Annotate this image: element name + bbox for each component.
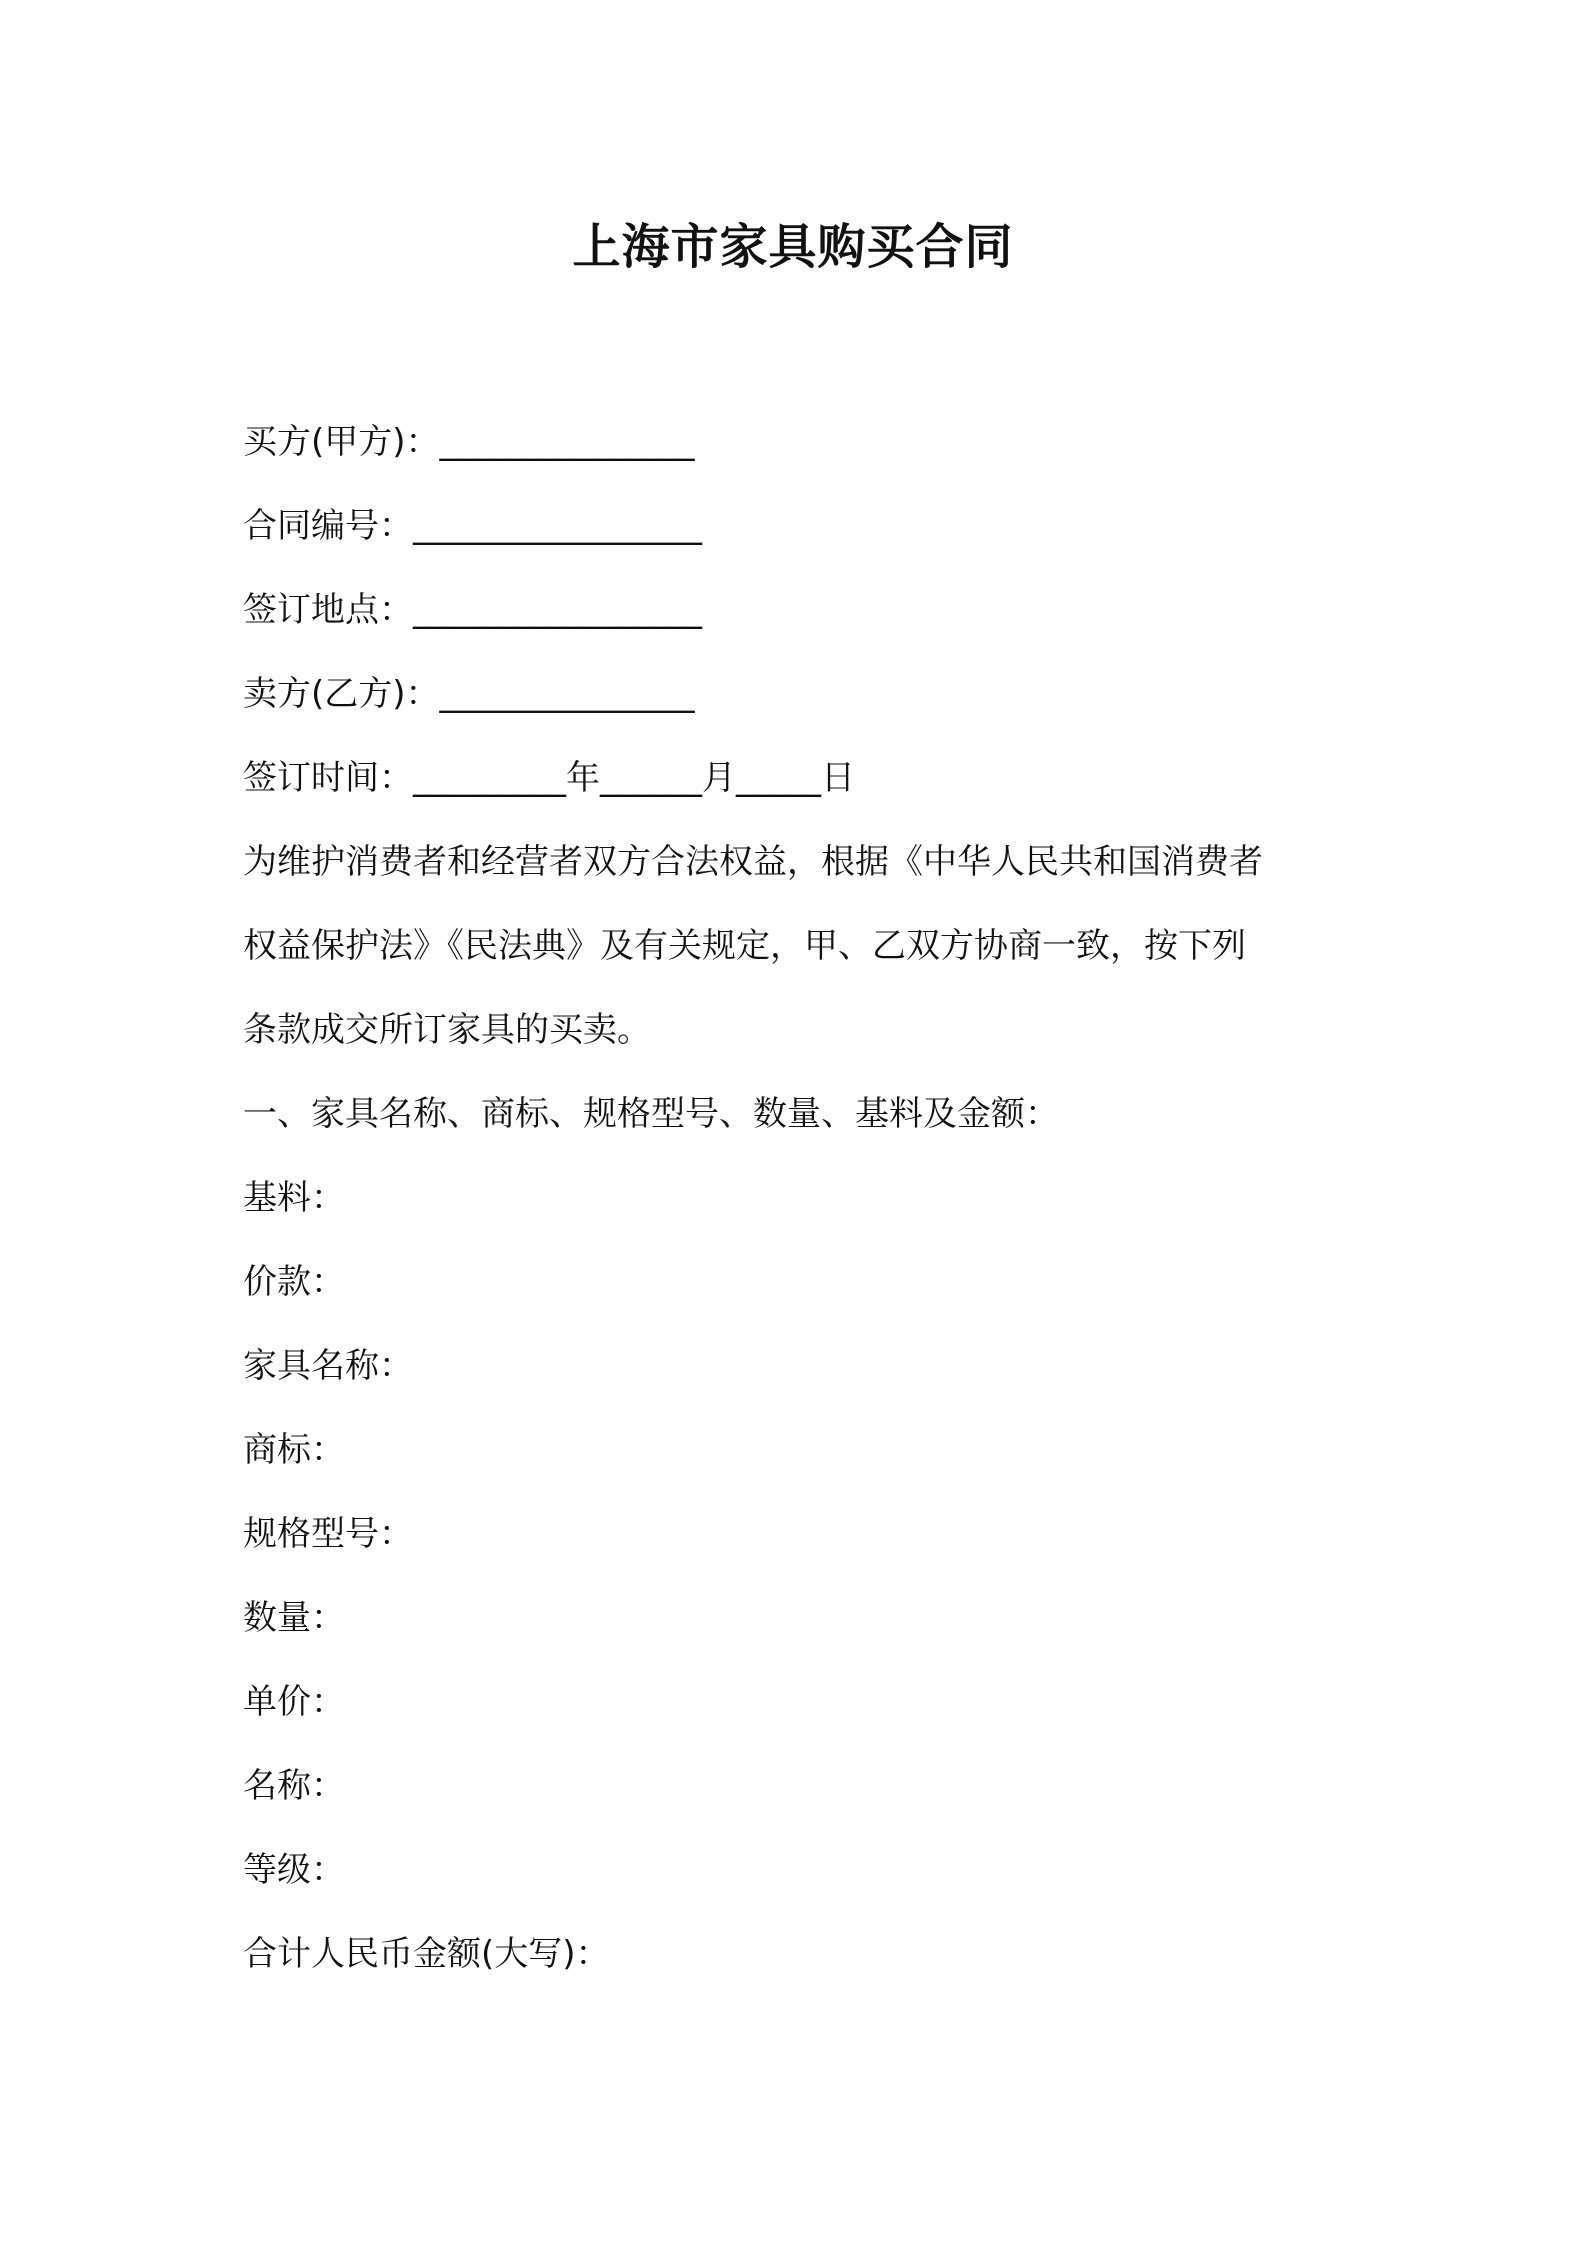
field-signing-date: 签订时间：_________年______月_____日 (243, 758, 855, 798)
item-price: 价款： (243, 1262, 345, 1302)
document-body (243, 400, 1373, 1996)
item-name: 名称： (243, 1766, 345, 1806)
field-signing-place: 签订地点：_________________ (243, 590, 702, 630)
document-title: 上海市家具购买合同 (572, 219, 1014, 275)
item-unit-price: 单价： (243, 1682, 345, 1722)
item-base-material: 基料： (243, 1178, 345, 1218)
item-trademark: 商标： (243, 1430, 345, 1470)
field-seller: 卖方(乙方)：_______________ (243, 674, 695, 714)
item-model-spec: 规格型号： (243, 1514, 413, 1554)
item-grade: 等级： (243, 1850, 345, 1890)
item-total-rmb: 合计人民币金额(大写)： (243, 1934, 610, 1974)
item-quantity: 数量： (243, 1598, 345, 1638)
field-contract-number: 合同编号：_________________ (243, 506, 702, 546)
section-one-heading: 一、家具名称、商标、规格型号、数量、基料及金额： (243, 1094, 1059, 1134)
item-furniture-name: 家具名称： (243, 1346, 413, 1386)
intro-paragraph (243, 820, 1373, 1072)
intro-line: 条款成交所订家具的买卖。 (243, 1010, 651, 1050)
intro-line: 权益保护法》《民法典》及有关规定，甲、乙双方协商一致，按下列 (243, 926, 1246, 966)
field-buyer: 买方(甲方)：_______________ (243, 422, 695, 462)
intro-line: 为维护消费者和经营者双方合法权益，根据《中华人民共和国消费者 (243, 842, 1263, 882)
